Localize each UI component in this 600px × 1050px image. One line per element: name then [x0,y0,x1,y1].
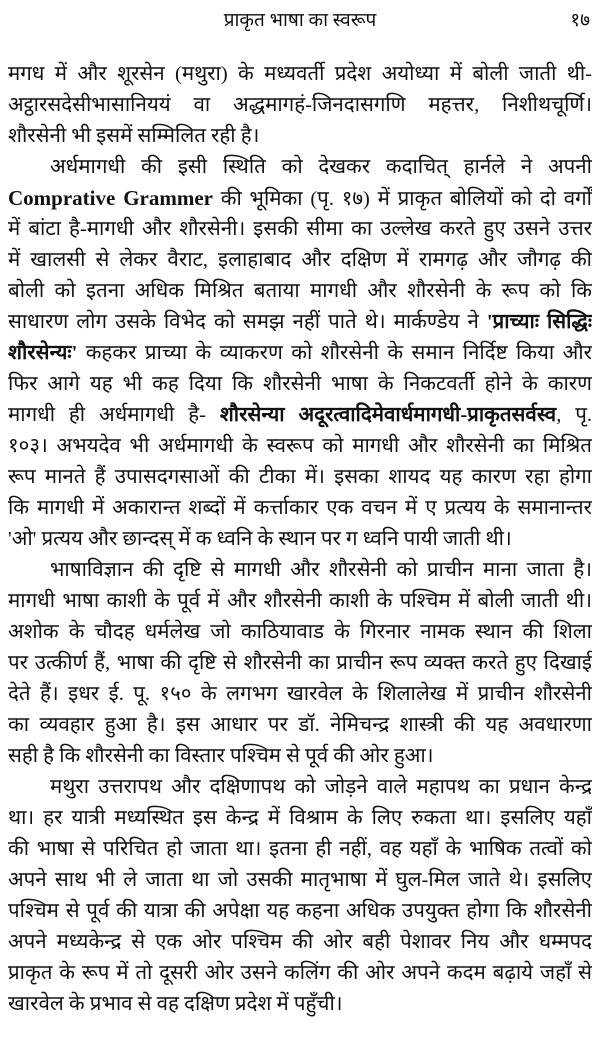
text-line [8,586,592,617]
text-line [8,152,592,183]
text-line [8,338,592,369]
text-line [8,648,592,679]
text-line [8,462,592,493]
line-text: पश्चिम से पूर्व की यात्रा की अपेक्षा यह कहना अधिक उपयुक्त होगा कि शौरसेनी [8,900,592,922]
text-line [8,741,592,772]
line-text: 'ओ' प्रत्यय और छान्दस् में क ध्वनि के स्थान पर ग ध्वनि पायी जाती थी। [8,528,512,550]
line-text: अशोक के चौदह धर्मलेख जो काठियावाड के गिरनार नामक स्थान की शिला [8,621,592,643]
line-text: का व्यवहार हुआ है। इस आधार पर डॉ. नेमिचन्द्र शास्त्री की यह अवधारणा [8,714,592,736]
line-text: प्राकृत के रूप में तो दूसरी ओर उसने कलिंग की ओर अपने कदम बढ़ाये जहाँ से [8,962,592,984]
text-line [8,679,592,710]
line-text: में बांटा है-मागधी और शौरसेनी। इसकी सीमा का उल्लेख करते हुए उसने उत्तर [8,218,592,240]
bold-text: शौरसेन्यः' [8,342,78,364]
line-text: सही है कि शौरसेनी का विस्तार पश्चिम से पूर्व की ओर हुआ। [8,745,434,767]
line-text: पर उत्कीर्ण हैं, भाषा की दृष्टि से शौरसेनी का प्राचीन रूप व्यक्त करते हुए दिखाई [8,652,592,674]
text-line [8,183,592,214]
line-text: मागधी भाषा काशी के पूर्व में और शौरसेनी काशी के पश्चिम में बोली जाती थी। [8,590,592,612]
line-text: देते हैं। इधर ई. पू. १५० के लगभग खारवेल के शिलालेख में प्राचीन शौरसेनी [8,683,592,705]
line-text: की भाषा से परिचित हो जाता था। इतना ही नहीं, वह यहाँ के भाषिक तत्वों को [8,838,592,860]
text-line [8,400,592,431]
line-text: कि मागधी में अकारान्त शब्दों में कर्त्ताकार एक वचन में ए प्रत्यय के समानान्तर [8,497,592,519]
text-line [8,59,592,90]
text-line [8,989,592,1020]
line-text: भाषाविज्ञान की दृष्टि से मागधी और शौरसेनी को प्राचीन माना जाता है। [50,559,592,581]
line-text: में खालसी से लेकर वैराट, इलाहाबाद और दक्षिण में रामगढ़ और जौगढ़ की [8,249,592,271]
page-number: १७ [570,10,590,31]
page-body-text [8,59,592,1020]
text-line [8,865,592,896]
text-line [8,369,592,400]
text-line [8,772,592,803]
text-line [8,710,592,741]
line-text: रूप मानते हैं उपासदगसाओं की टीका में। इसका शायद यह कारण रहा होगा [8,466,592,488]
bold-text: 'प्राच्याः सिद्धिः [486,311,592,333]
text-line [8,834,592,865]
line-text: मगध में और शूरसेन (मथुरा) के मध्यवर्ती प्रदेश अयोध्या में बोली जाती थी- [8,63,592,85]
line-text: मागधी ही अर्धमागधी है- [8,404,220,426]
text-line [8,896,592,927]
line-text: कहकर प्राच्या के व्याकरण को शौरसेनी के समान निर्दिष्ट किया और [77,342,592,364]
text-line [8,803,592,834]
text-line [8,276,592,307]
line-text: खारवेल के प्रभाव से वह दक्षिण प्रदेश में पहुँची। [8,993,343,1015]
line-text: की भूमिका (पृ. १७) में प्राकृत बोलियों को दो वर्गों [212,188,592,210]
line-text: अर्धमागधी की इसी स्थिति को देखकर कदाचित् हार्नले ने अपनी [50,156,592,178]
line-text: फिर आगे यह भी कह दिया कि शौरसेनी भाषा के निकटवर्ती होने के कारण [8,373,592,395]
line-text: बोली को इतना अधिक मिश्रित बताया मागधी और शौरसेनी के रूप को कि [8,280,592,302]
line-text: मथुरा उत्तरापथ और दक्षिणापथ को जोड़ने वाले महापथ का प्रधान केन्द्र [50,776,592,798]
text-line [8,524,592,555]
bold-text: Comprative Grammer [8,186,213,210]
text-line [8,431,592,462]
line-text: था। हर यात्री मध्यस्थित इस केन्द्र में विश्राम के लिए रुकता था। इसलिए यहाँ [8,807,592,829]
line-text: शौरसेनी भी इसमें सम्मिलित रही है। [8,125,260,147]
text-line [8,90,592,121]
bold-text: शौरसेन्या अदूरत्वादिमेवार्धमागधी-प्राकृतसर्वस्व [219,404,557,426]
running-header [0,2,600,32]
text-line [8,617,592,648]
line-text: १०३। अभयदेव भी अर्धमागधी के स्वरूप को मागधी और शौरसेनी का मिश्रित [8,435,592,457]
line-text: अपने मध्यकेन्द्र से एक ओर पश्चिम की ओर बही पेशावर निय और धम्मपद [8,931,592,953]
text-line [8,214,592,245]
line-text: अट्ठारसदेसीभासानिययं वा अद्धमागहं-जिनदासगणि महत्तर, निशीथचूर्णि। [8,94,592,116]
line-text: , पृ. [556,404,592,426]
line-text: साधारण लोग उसके विभेद को समझ नहीं पाते थे। मार्कण्डेय ने [8,311,487,333]
text-line [8,493,592,524]
text-line [8,307,592,338]
line-text: अपने साथ भी ले जाता था जो उसकी मातृभाषा में घुल-मिल जाते थे। इसलिए [8,869,592,891]
text-line [8,121,592,152]
text-line [8,555,592,586]
text-line [8,927,592,958]
text-line [8,958,592,989]
running-title: प्राकृत भाषा का स्वरूप [223,10,377,31]
text-line [8,245,592,276]
